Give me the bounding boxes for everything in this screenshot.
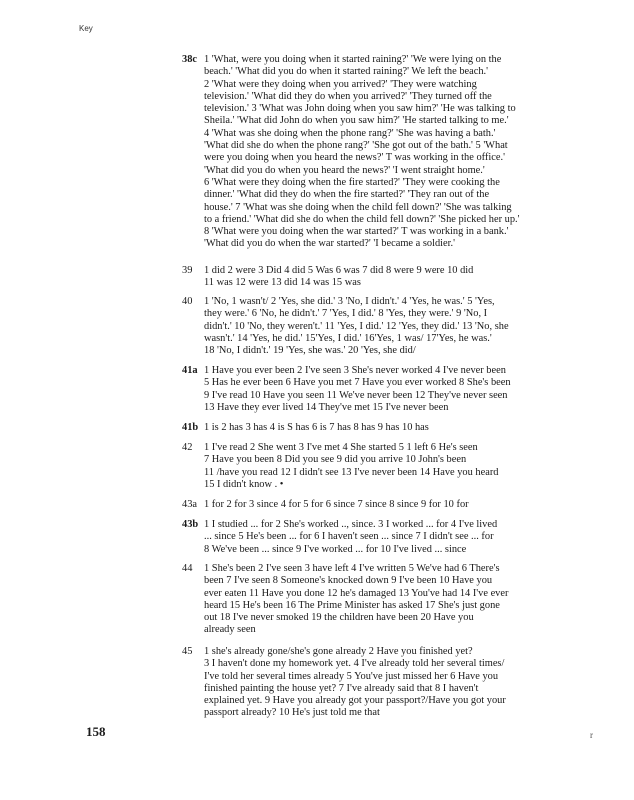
text-line: 1 She's been 2 I've seen 3 have left 4 I've written 5 We've had 6 There's xyxy=(204,563,500,574)
exercise-number: 43b xyxy=(182,519,199,530)
page-number: 158 xyxy=(86,724,106,739)
text-line: 1 I studied ... for 2 She's worked .., since. 3 I worked ... for 4 I've lived xyxy=(204,519,498,530)
answer-section-41b xyxy=(182,422,594,434)
text-line: 4 'What was she doing when the phone rang?' 'She was having a bath.' xyxy=(204,127,496,139)
text-line: 11 /have you read 12 I didn't see 13 I've never been 14 Have you heard xyxy=(204,466,499,478)
answer-text xyxy=(204,265,594,290)
text-line: I've told her several times already 5 You've just missed her 6 Have you xyxy=(204,670,499,682)
text-line: television.' 3 'What was John doing when you saw him?' 'He was talking to xyxy=(204,103,516,115)
answer-section-44 xyxy=(182,563,594,637)
text-line: ... since 5 He's been ... for 6 I haven't seen ... since 7 I didn't see ... for xyxy=(204,531,494,543)
answer-section-45 xyxy=(182,646,594,720)
text-line: 1 did 2 were 3 Did 4 did 5 Was 6 was 7 did 8 were 9 were 10 did xyxy=(204,265,474,276)
answer-section-42 xyxy=(182,442,594,491)
text-line: 9 I've read 10 Have you seen 11 We've never been 12 They've never seen xyxy=(204,389,508,401)
answer-section-39 xyxy=(182,265,594,290)
text-line: 2 'What were they doing when you arrived?' 'They were watching xyxy=(204,78,477,90)
text-line: ever eaten 11 Have you done 12 he's damaged 13 You've had 14 I've ever xyxy=(204,587,509,599)
text-line: Sheila.' 'What did John do when you saw him?' 'He started talking to me.' xyxy=(204,115,509,127)
answer-text xyxy=(204,499,594,511)
text-line: house.' 7 'What was she doing when the child fell down?' 'She was talking xyxy=(204,201,512,213)
text-line: they were.' 6 'No, he didn't.' 7 'Yes, I did.' 8 'Yes, they were.' 9 'No, I xyxy=(204,308,488,320)
answer-section-40 xyxy=(182,296,594,357)
text-line: finished painting the house yet? 7 I've already said that 8 I haven't xyxy=(204,682,479,694)
text-line: 6 'What were they doing when the fire started?' 'They were cooking the xyxy=(204,176,500,188)
text-line: heard 15 He's been 16 The Prime Minister has asked 17 She's just gone xyxy=(204,599,500,611)
text-line: 1 for 2 for 3 since 4 for 5 for 6 since 7 since 8 since 9 for 10 for xyxy=(204,499,469,510)
text-line: dinner.' 'What did they do when the fire started?' 'They ran out of the xyxy=(204,189,490,201)
exercise-number: 39 xyxy=(182,265,193,276)
text-line: 11 was 12 were 13 did 14 was 15 was xyxy=(204,277,361,289)
text-line: 13 Have they ever lived 14 They've met 15 I've never been xyxy=(204,401,449,413)
answer-section-38c xyxy=(182,54,594,251)
text-line: 1 she's already gone/she's gone already 2 Have you finished yet? xyxy=(204,646,473,657)
corner-mark: r xyxy=(590,730,593,740)
text-line: 8 We've been ... since 9 I've worked ... for 10 I've lived ... since xyxy=(204,543,467,555)
text-line: explained yet. 9 Have you already got your passport?/Have you got your xyxy=(204,695,506,707)
answer-text xyxy=(204,422,594,434)
text-line: wasn't.' 14 'Yes, he did.' 15'Yes, I did.' 16'Yes, 1 was/ 17'Yes, he was.' xyxy=(204,332,492,344)
text-line: 15 I didn't know . • xyxy=(204,478,284,490)
text-line: 1 'What, were you doing when it started raining?' 'We were lying on the xyxy=(204,54,502,65)
exercise-number: 41b xyxy=(182,422,199,433)
exercise-number: 44 xyxy=(182,563,193,574)
text-line: television.' 'What did they do when you arrived?' 'They turned off the xyxy=(204,90,492,102)
answer-text xyxy=(204,519,594,556)
answer-section-43a xyxy=(182,499,594,511)
answer-text xyxy=(204,296,594,357)
answer-section-43b xyxy=(182,519,594,556)
text-line: 5 Has he ever been 6 Have you met 7 Have you ever worked 8 She's been xyxy=(204,377,511,389)
answer-text xyxy=(204,563,594,637)
text-line: 'What did you do when the war started?' 'I became a soldier.' xyxy=(204,238,456,250)
text-line: 1 I've read 2 She went 3 I've met 4 She started 5 1 left 6 He's seen xyxy=(204,442,478,453)
exercise-number: 38c xyxy=(182,54,198,65)
text-line: beach.' 'What did you do when it started raining?' We left the beach.' xyxy=(204,66,489,78)
answer-section-41a xyxy=(182,365,594,414)
text-line: 1 Have you ever been 2 I've seen 3 She's never worked 4 I've never been xyxy=(204,365,506,376)
text-line: 7 Have you been 8 Did you see 9 did you arrive 10 John's been xyxy=(204,454,467,466)
text-line: 3 I haven't done my homework yet. 4 I've already told her several times/ xyxy=(204,658,505,670)
text-line: already seen xyxy=(204,624,256,636)
answer-text xyxy=(204,442,594,491)
exercise-number: 40 xyxy=(182,296,193,307)
text-line: were you doing when you heard the news?' T was working in the office.' xyxy=(204,152,505,164)
running-header: Key xyxy=(79,24,93,33)
exercise-number: 42 xyxy=(182,442,193,453)
text-line: 18 'No, I didn't.' 19 'Yes, she was.' 20 'Yes, she did/ xyxy=(204,345,416,357)
text-line: to a friend.' 'What did she do when the child fell down?' 'She picked her up.' xyxy=(204,213,520,225)
text-line: out 18 I've never smoked 19 the children have been 20 Have you xyxy=(204,612,474,624)
answer-text xyxy=(204,365,594,414)
text-line: 1 'No, 1 wasn't/ 2 'Yes, she did.' 3 'No, I didn't.' 4 'Yes, he was.' 5 'Yes, xyxy=(204,296,495,307)
text-line: 'What did she do when the phone rang?' 'She got out of the bath.' 5 'What xyxy=(204,140,508,152)
exercise-number: 45 xyxy=(182,646,193,657)
exercise-number: 41a xyxy=(182,365,198,376)
exercise-number: 43a xyxy=(182,499,198,510)
text-line: 8 'What were you doing when the war started?' T was working in a bank.' xyxy=(204,226,509,238)
answer-text xyxy=(204,54,594,251)
text-line: 'What did you do when you heard the news?' 'I went straight home.' xyxy=(204,164,485,176)
text-line: 1 is 2 has 3 has 4 is S has 6 is 7 has 8 has 9 has 10 has xyxy=(204,422,429,433)
text-line: passport already? 10 He's just told me that xyxy=(204,707,380,719)
answer-text xyxy=(204,646,594,720)
text-line: didn't.' 10 'No, they weren't.' 11 'Yes, I did.' 12 'Yes, they did.' 13 'No, she xyxy=(204,320,509,332)
text-line: been 7 I've seen 8 Someone's knocked down 9 I've been 10 Have you xyxy=(204,575,493,587)
